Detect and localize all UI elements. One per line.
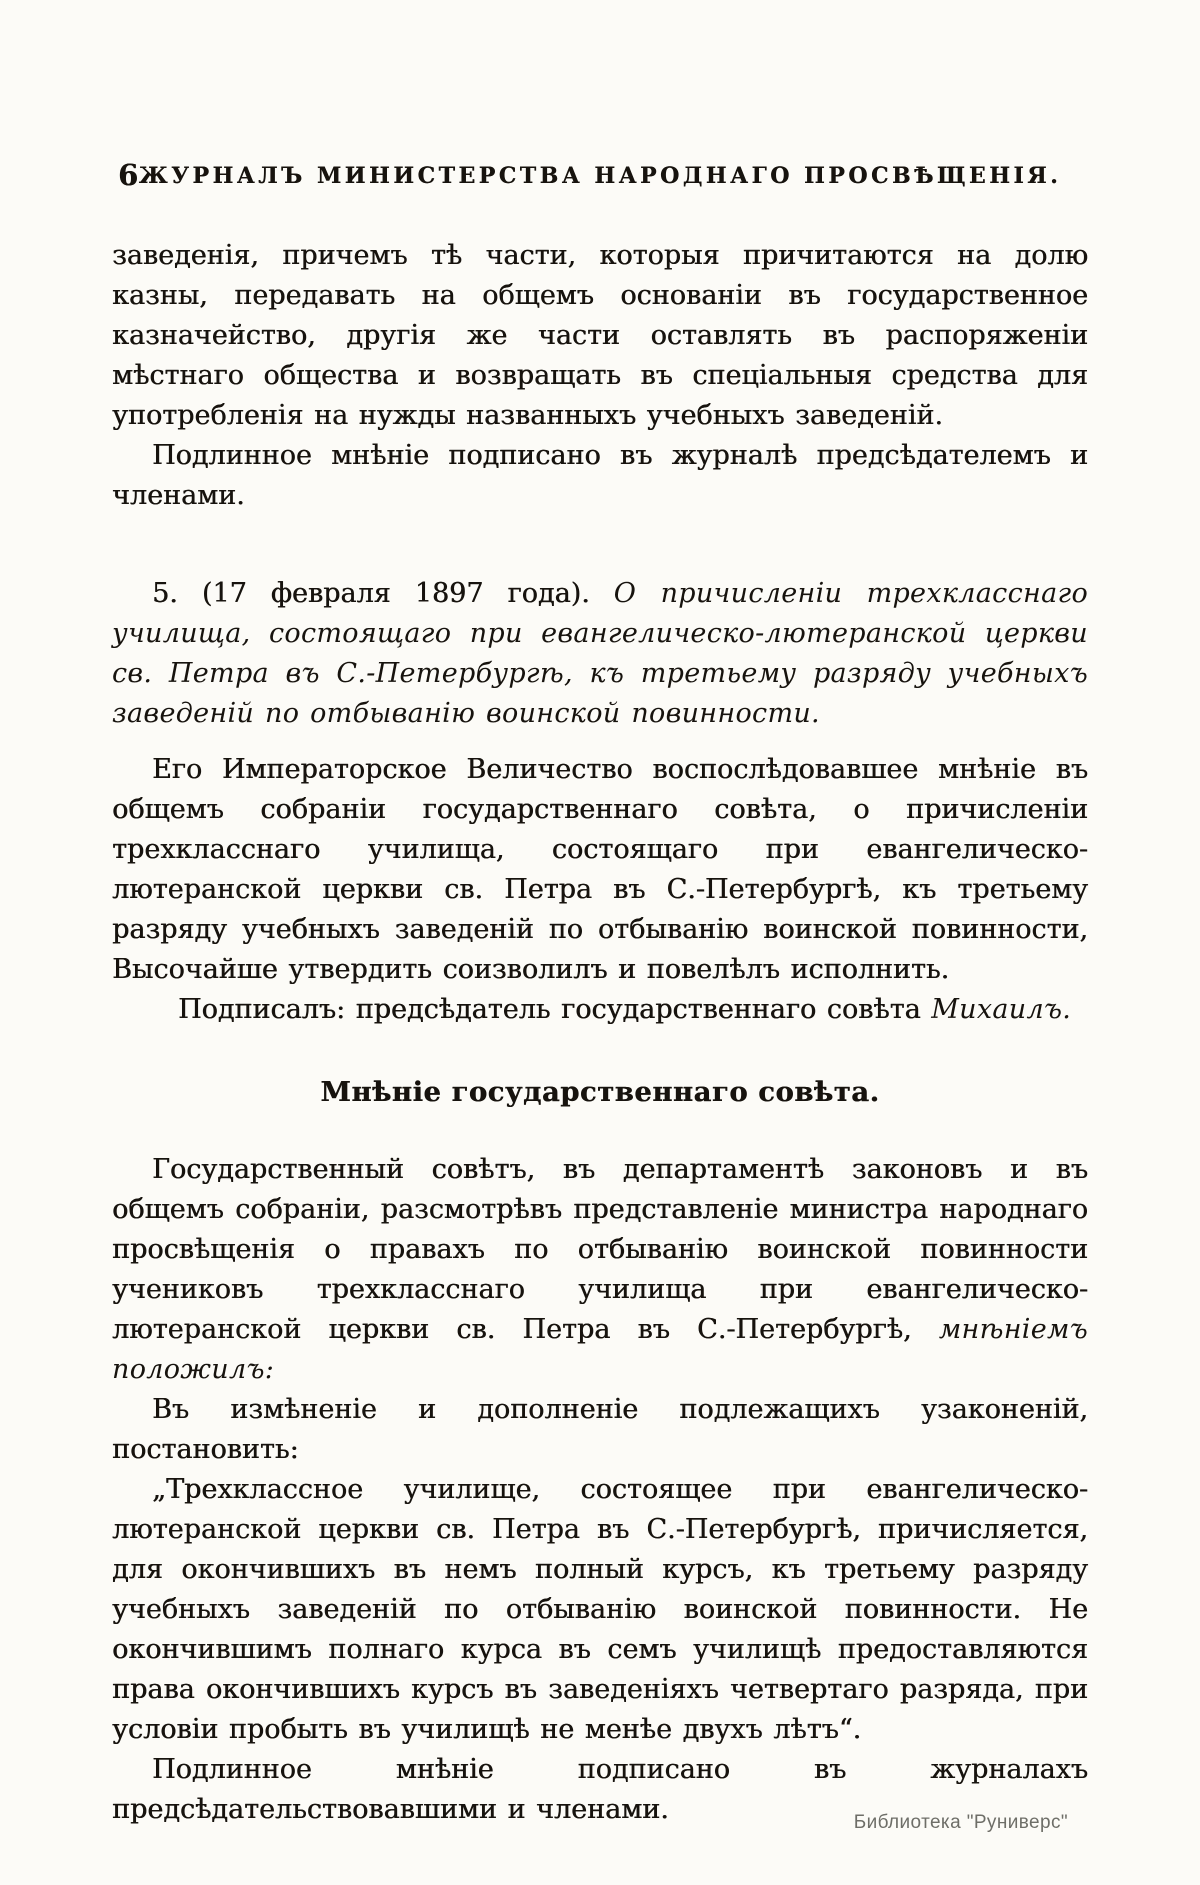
- council-opinion-main: Государственный совѣтъ, въ департаментѣ законовъ и въ общемъ собраніи, разсмотрѣвъ представленіе министра народнаго просвѣщенія о правахъ по отбыванію воинской повинности учениковъ трехкласснаго училища при евангелическо-лютеранской церкви св. Петра въ С.-Петербургѣ,: [112, 1154, 1088, 1345]
- signature-name: Михаилъ.: [931, 994, 1072, 1025]
- section-5-paragraph: [112, 574, 1088, 734]
- running-title: ЖУРНАЛЪ МИНИСТЕРСТВА НАРОДНАГО ПРОСВѢЩЕНІЯ.: [138, 163, 1062, 189]
- council-opinion-resolution: мнѣніемъ положилъ:: [112, 1314, 1088, 1385]
- signature-prefix: Подписалъ: предсѣдатель государственнаго совѣта: [178, 994, 921, 1025]
- paragraph-signature: [112, 990, 1088, 1030]
- section-heading-opinion: Мнѣніе государственнаго совѣта.: [320, 1076, 880, 1108]
- paragraph-original-opinion: Подлинное мнѣніе подписано въ журналѣ предсѣдателемъ и членами.: [112, 440, 1088, 511]
- page-body: [112, 236, 1088, 1830]
- library-watermark: Библиотека "Руниверс": [853, 1812, 1068, 1833]
- paragraph-imperial-approval: Его Императорское Величество воспослѣдовавшее мнѣніе въ общемъ собраніи государственнаго совѣта, о причисленіи трехкласснаго училища, состоящаго при евангелическо-лютеранской церкви св. Петра въ С.-Петербургѣ, къ третьему разряду учебныхъ заведеній по отбыванію воинской повинности, Высочайше утвердить соизволилъ и повелѣлъ исполнить.: [112, 754, 1088, 985]
- section-5-title: О причисленіи трехкласснаго училища, состоящаго при евангелическо-лютеранской церкви св. Петра въ С.-Петербургѣ, къ третьему разряду учебныхъ заведеній по отбыванію воинской повинности.: [112, 578, 1089, 729]
- page-header: [112, 158, 1088, 198]
- paragraph-council-opinion: [112, 1150, 1088, 1390]
- page-number: 6: [118, 158, 139, 192]
- paragraph-amendment: Въ измѣненіе и дополненіе подлежащихъ узаконеній, постановить:: [112, 1394, 1088, 1465]
- paragraph-continuation: заведенія, причемъ тѣ части, которыя причитаются на долю казны, передавать на общемъ основаніи въ государственное казначейство, другія же части оставлять въ распоряженіи мѣстнаго общества и возвращать въ спеціальныя средства для употребленія на нужды названныхъ учебныхъ заведеній.: [112, 240, 1088, 431]
- section-5-number: 5. (17 февраля 1897 года).: [152, 578, 590, 609]
- paragraph-closing-note: Подлинное мнѣніе подписано въ журналахъ предсѣдательствовавшими и членами.: [112, 1754, 1088, 1825]
- paragraph-quotation: „Трехклассное училище, состоящее при евангелическо-лютеранской церкви св. Петра въ С.-Петербургѣ, причисляется, для окончившихъ въ немъ полный курсъ, къ третьему разряду учебныхъ заведеній по отбыванію воинской повинности. Не окончившимъ полнаго курса въ семъ училищѣ предоставляются права окончившихъ курсъ въ заведеніяхъ четвертаго разряда, при условіи пробыть въ училищѣ не менѣе двухъ лѣтъ“.: [112, 1474, 1088, 1745]
